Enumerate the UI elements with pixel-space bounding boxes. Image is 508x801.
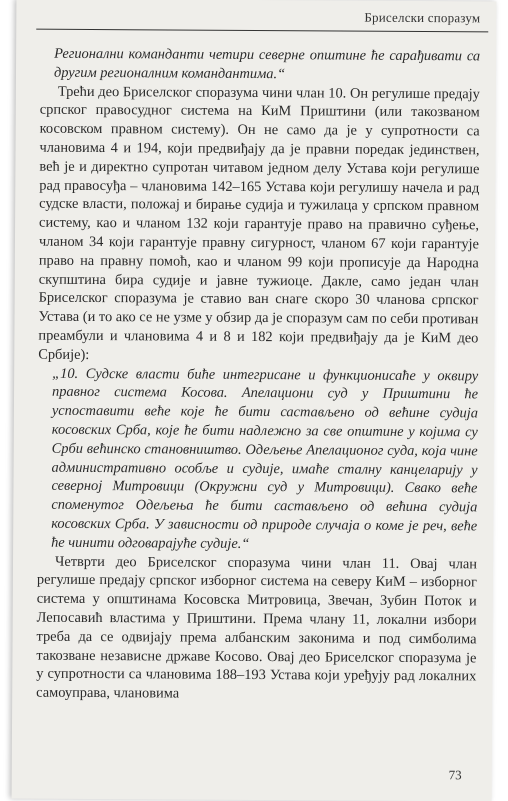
quote-paragraph-1: Регионални команданти четири северне општине ће сарађивати са другим регионалним командантима.“ <box>53 45 481 82</box>
quote-paragraph-2: „10. Судске власти биће интегрисане и функционисаће у оквиру правног система Косова. Апелациони суд у Приштини ће успоставити веће које ће бити састављено од већине судија косовских Срба, које ће бити надлежно за све општине у којима су Срби већинско становништво. Одељење Апелационог суда, која чине административно особље и судије, имаће сталну канцеларију у северној Митровици (Окружни суд у Митровици). Свако веће споменутог Одељења ће бити састављено од већина судија косовских Срба. У зависности од природе случаја о коме је реч, веће ће чинити одговарајуће судије.“ <box>51 365 479 552</box>
body-paragraph-2: Четврти део Бриселског споразума чини члан 11. Овај члан регулише предају српског изборног система на северу КиМ – изборног система у општинама Косовска Митровица, Звечан, Зубин Поток и Лепосавић властима у Приштини. Према члану 11, локални избори треба да се одвијају према албанским законима и под симболима такозване независне државе Косово. Овај део Бриселског споразума је у супротности са члановима 188–193 Устава који уређују рад локалних самоуправа, члановима <box>36 553 478 702</box>
body-paragraph-1: Трећи део Бриселског споразума чини члан 10. Он регулише предају српског правосудног система на КиМ Приштини (или такозваном косовском правном систему). Он не само да је у супротности са члановима 4 и 194, који предвиђају да је правни поредак јединствен, већ је и директно супротан читавом једном делу Устава који регулише рад правосуђа – члановима 142–165 Устава који регулишу начела и рад судске власти, положај и бирање судија и тужилаца у српском правном систему, као и чланом 132 који гарантује право на правично суђење, чланом 34 који гарантује правну сигурност, чланом 67 који гарантује право на правну помоћ, као и чланом 99 који прописује да Народна скупштина бира судије и јавне тужиоце. Дакле, само један члан Бриселског споразума је ставио ван снаге скоро 30 чланова српског Устава (и то ако се не узме у обзир да је споразум сам по себи противан преамбули и члановима 4 и 8 и 182 који предвиђају да је КиМ део Србије): <box>38 83 480 363</box>
page-body <box>36 45 480 706</box>
book-page <box>12 0 497 801</box>
running-header <box>36 5 488 33</box>
running-header-title: Бриселски споразум <box>364 9 481 26</box>
page-number: 73 <box>448 767 462 783</box>
